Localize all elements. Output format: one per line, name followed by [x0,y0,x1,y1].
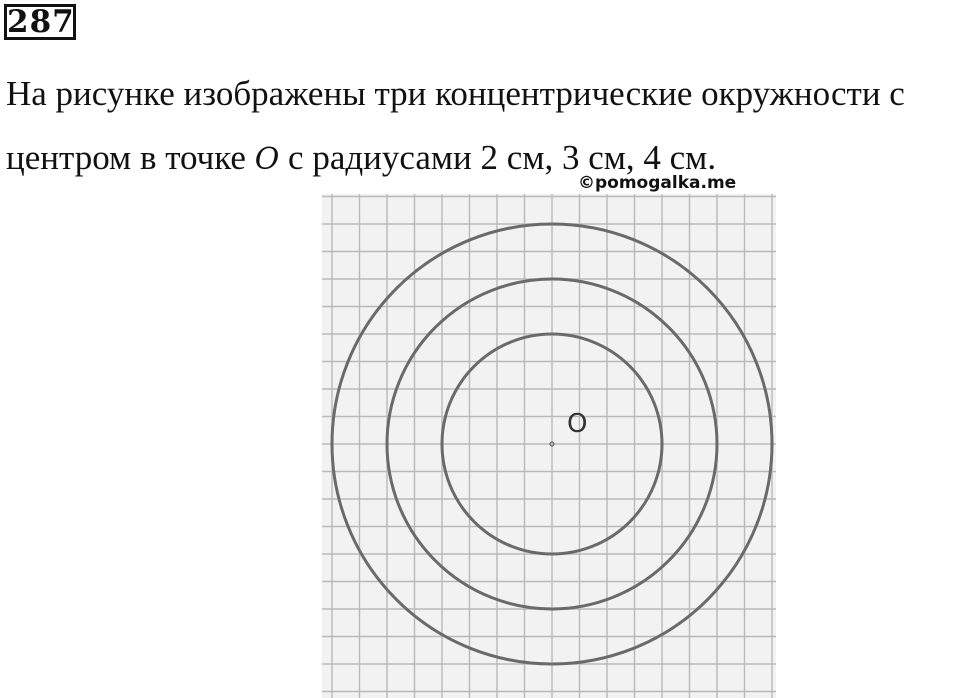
figure-canvas [322,194,776,698]
problem-text-before: На рисунке изображены три концентрические окружности с центром в точке [6,74,905,177]
center-label-inline: O [254,142,280,177]
concentric-circles-figure [322,194,776,698]
watermark: ©pomogalka.me [578,173,737,193]
problem-statement [6,62,956,192]
center-point-label: O [567,409,588,439]
problem-text-after: с радиусами 2 см, 3 см, 4 см. [279,138,717,177]
graph-paper-background [322,194,776,698]
problem-number: 287 [4,4,76,40]
